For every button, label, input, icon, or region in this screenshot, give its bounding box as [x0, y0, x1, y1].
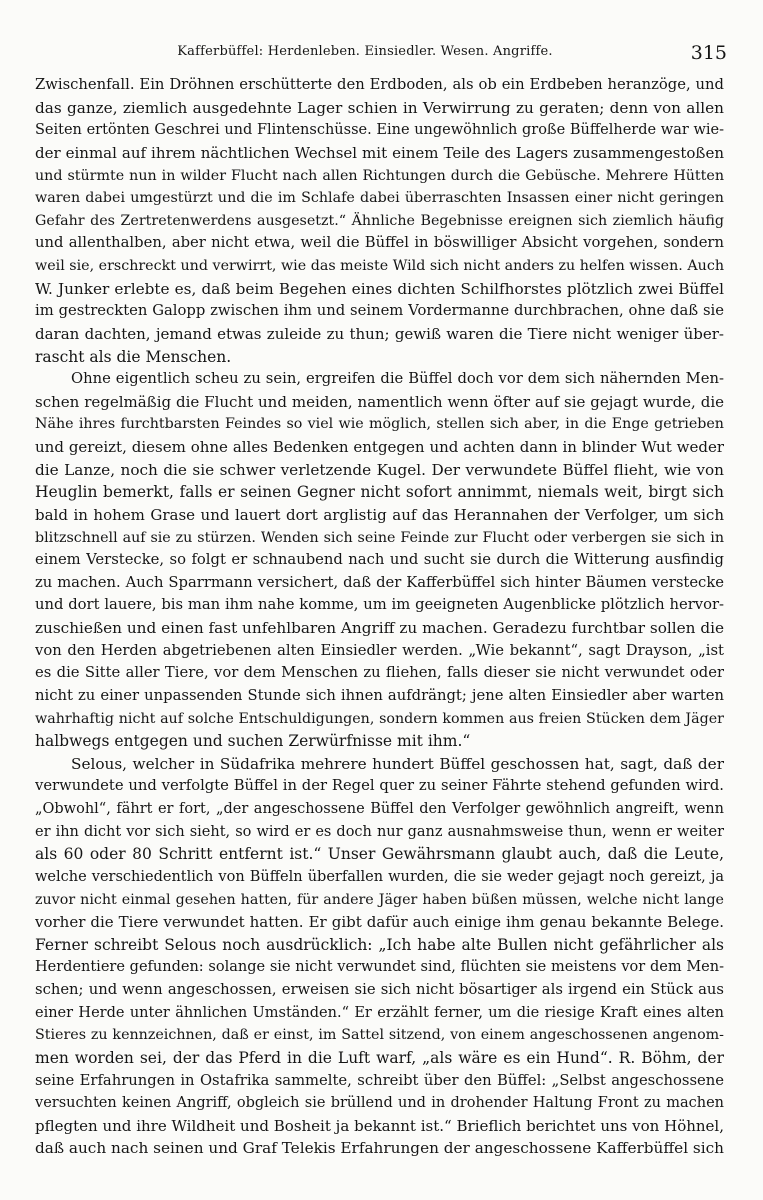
text-line: einer Herde unter ähnlichen Umständen.“ Er erzählt ferner, um die riesige Kraft eines alten [35, 1004, 724, 1021]
text-line: daran dachten, jemand etwas zuleide zu thun; gewiß waren die Tiere nicht weniger über- [35, 324, 724, 343]
text-line: weil sie, erschreckt und verwirrt, wie das meiste Wild sich nicht anders zu helfen wissen. Auch [35, 258, 724, 274]
text-line: der einmal auf ihrem nächtlichen Wechsel mit einem Teile des Lagers zusammengestoßen [35, 143, 724, 162]
paragraph-start-line: Ohne eigentlich scheu zu sein, ergreifen die Büffel doch vor dem sich nähernden Men- [71, 370, 724, 388]
text-line: wahrhaftig nicht auf solche Entschuldigungen, sondern kommen aus freien Stücken dem Jäger [35, 710, 724, 727]
text-line: rascht als die Menschen. [35, 347, 232, 366]
text-line: halbwegs entgegen und suchen Zerwürfnisse mit ihm.“ [35, 732, 471, 751]
running-title: Kafferbüffel: Herdenleben. Einsiedler. Wesen. Angriffe. [177, 44, 553, 59]
text-line: Herdentiere gefunden: solange sie nicht verwundet sind, flüchten sie meistens vor dem Men- [35, 959, 724, 976]
body-text [35, 74, 724, 1160]
text-line: zu machen. Auch Sparrmann versichert, daß der Kafferbüffel sich hinter Bäumen verstecke [35, 573, 724, 591]
text-line: Zwischenfall. Ein Dröhnen erschütterte den Erdboden, als ob ein Erdbeben heranzöge, und [35, 76, 724, 93]
text-line: „Obwohl“, fährt er fort, „der angeschossene Büffel den Verfolger gewöhnlich angreift, wenn [35, 801, 724, 817]
text-line: von den Herden abgetriebenen alten Einsiedler werden. „Wie bekannt“, sagt Drayson, „ist [35, 641, 724, 659]
text-line: Seiten ertönten Geschrei und Flintenschüsse. Eine ungewöhnlich große Büffelherde war wie- [35, 122, 724, 139]
page-number: 315 [690, 42, 727, 64]
text-line: einem Verstecke, so folgt er schnaubend nach und sucht sie durch die Witterung ausfindig [35, 551, 724, 569]
paragraph-start-line: Selous, welcher in Südafrika mehrere hundert Büffel geschossen hat, sagt, daß der [71, 754, 724, 773]
text-line: Nähe ihres furchtbarsten Feindes so viel wie möglich, stellen sich aber, in die Enge getrieben [35, 416, 724, 433]
text-line: versuchten keinen Angriff, obgleich sie brüllend und in drohender Haltung Front zu machen [35, 1095, 724, 1112]
text-line: und dort lauere, bis man ihm nahe komme, um im geeigneten Augenblicke plötzlich hervor- [35, 596, 724, 614]
text-line: Stieres zu kennzeichnen, daß er einst, im Sattel sitzend, von einem angeschossenen angenom- [35, 1027, 724, 1044]
text-line: als 60 oder 80 Schritt entfernt ist.“ Unser Gewährsmann glaubt auch, daß die Leute, [35, 845, 724, 864]
text-line: bald in hohem Grase und lauert dort arglistig auf das Herannahen der Verfolger, um sich [35, 505, 724, 524]
text-line: pflegten und ihre Wildheit und Bosheit ja bekannt ist.“ Brieflich berichtet uns von Höhnel, [35, 1116, 724, 1135]
text-line: schen; und wenn angeschossen, erweisen sie sich nicht bösartiger als irgend ein Stück aus [35, 981, 724, 998]
text-line: und gereizt, diesem ohne alles Bedenken entgegen und achten dann in blinder Wut weder [35, 438, 724, 456]
text-line: men worden sei, der das Pferd in die Luft warf, „als wäre es ein Hund“. R. Böhm, der [35, 1048, 724, 1067]
text-line: es die Sitte aller Tiere, vor dem Menschen zu fliehen, falls dieser sie nicht verwundet oder [35, 664, 724, 682]
text-line: die Lanze, noch die sie schwer verletzende Kugel. Der verwundete Büffel flieht, wie von [35, 460, 724, 479]
text-line: blitzschnell auf sie zu stürzen. Wenden sich seine Feinde zur Flucht oder verbergen sie sich in [35, 529, 724, 546]
text-line: seine Erfahrungen in Ostafrika sammelte, schreibt über den Büffel: „Selbst angeschossene [35, 1071, 724, 1089]
text-line: zuvor nicht einmal gesehen hatten, für andere Jäger haben büßen müssen, welche nicht lange [35, 891, 724, 908]
text-line: Gefahr des Zertretenwerdens ausgesetzt.“ Ähnliche Begebnisse ereignen sich ziemlich häufig [35, 212, 724, 229]
text-line: das ganze, ziemlich ausgedehnte Lager schien in Verwirrung zu geraten; denn von allen [35, 98, 724, 117]
text-line: welche verschiedentlich von Büffeln überfallen wurden, die sie weder gejagt noch gereizt, ja [35, 868, 724, 885]
text-line: Ferner schreibt Selous noch ausdrücklich: „Ich habe alte Bullen nicht gefährlicher als [35, 935, 724, 954]
text-line: im gestreckten Galopp zwischen ihm und seinem Vordermanne durchbrachen, ohne daß sie [35, 302, 724, 320]
text-line: zuschießen und einen fast unfehlbaren Angriff zu machen. Geradezu furchtbar sollen die [35, 619, 724, 637]
text-line: daß auch nach seinen und Graf Telekis Erfahrungen der angeschossene Kafferbüffel sich [35, 1139, 724, 1158]
text-line: nicht zu einer unpassenden Stunde sich ihnen aufdrängt; jene alten Einsiedler aber warten [35, 686, 724, 704]
text-line: und allenthalben, aber nicht etwa, weil die Büffel in böswilliger Absicht vorgehen, sondern [35, 234, 724, 252]
text-line: W. Junker erlebte es, daß beim Begehen eines dichten Schilfhorstes plötzlich zwei Büffel [35, 279, 724, 298]
text-line: und stürmte nun in wilder Flucht nach allen Richtungen durch die Gebüsche. Mehrere Hütten [35, 167, 724, 184]
running-header [0, 42, 763, 66]
text-line: verwundete und verfolgte Büffel in der Regel quer zu seiner Fährte stehend gefunden wird. [35, 777, 724, 795]
text-line: Heuglin bemerkt, falls er seinen Gegner nicht sofort annimmt, niemals weit, birgt sich [35, 483, 724, 502]
text-line: waren dabei umgestürzt und die im Schlafe dabei überraschten Insassen einer nicht geringen [35, 190, 724, 207]
text-line: vorher die Tiere verwundet hatten. Er gibt dafür auch einige ihm genau bekannte Belege. [35, 913, 724, 932]
text-line: schen regelmäßig die Flucht und meiden, namentlich wenn öfter auf sie gejagt wurde, die [35, 392, 724, 411]
text-line: er ihn dicht vor sich sieht, so wird er es doch nur ganz ausnahmsweise thun, wenn er weiter [35, 823, 724, 840]
